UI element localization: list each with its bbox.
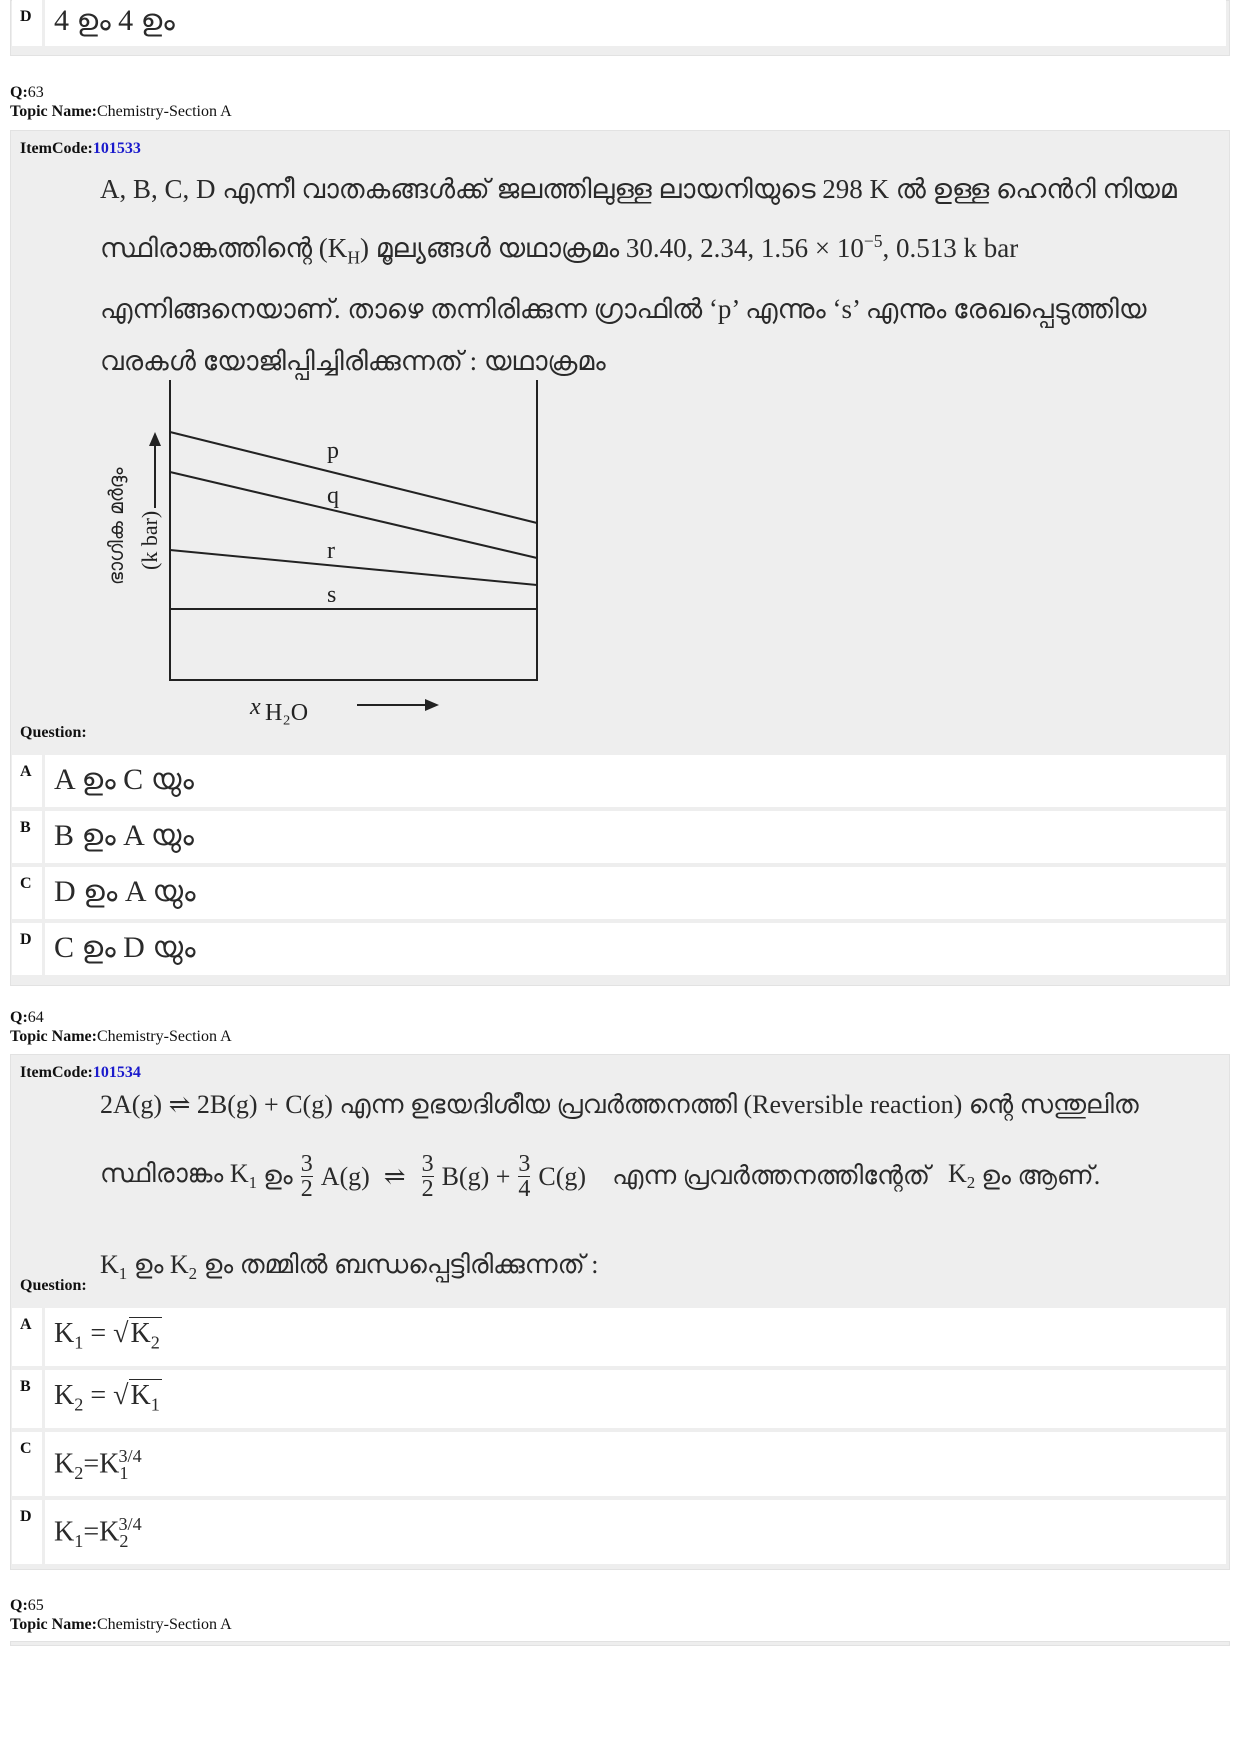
x-label-sub: H₂O [265,700,309,726]
stem-text: എന്ന ഉഭയദിശീയ പ്രവർത്തനത്തി (Reversible reaction) ന്റെ സന്തുലിത [339,1090,1139,1119]
option-a[interactable] [12,755,1226,807]
topic-label: Topic Name: [10,103,97,120]
q65-box-edge [10,1641,1230,1646]
option-text: A ഉം C യും [54,763,194,796]
graph-line-p [170,432,537,523]
equation: 2A(g) ⇌ 2B(g) + C(g) [100,1090,333,1119]
option-c[interactable] [12,1432,1226,1496]
topic-name: Chemistry-Section A [96,1028,232,1045]
option-b[interactable] [12,811,1226,863]
option-text: B ഉം A യും [54,819,194,852]
option-divider [42,867,45,919]
q63-itemcode [20,140,141,158]
option-letter: A [20,1316,32,1333]
stem-sub: H [347,247,360,268]
prev-option-d[interactable] [12,0,1226,46]
option-letter: D [20,1508,32,1525]
itemcode-value: 101533 [92,140,141,157]
stem-text: ഉം ആണ്. [981,1161,1101,1190]
q63-header [10,83,232,121]
option-text: 4 ഉം 4 ഉം [54,4,175,37]
option-divider [42,1432,45,1496]
option-divider [42,1308,45,1366]
topic-label: Topic Name: [10,1616,97,1633]
stem-text: , 0.513 k bar [882,233,1019,263]
itemcode-label: ItemCode: [20,1064,93,1081]
option-b[interactable] [12,1370,1226,1428]
option-a[interactable] [12,1308,1226,1366]
option-divider [42,0,45,46]
stem-line [100,215,1210,283]
stem-line: A, B, C, D എന്നീ വാതകങ്ങൾക്ക് ജലത്തിലുള്ള ലായനിയുടെ 298 K ൽ ഉള്ള ഹെൻറി നിയമ [100,174,1177,204]
option-text: C ഉം D യും [54,931,196,964]
option-divider [42,811,45,863]
q64-itemcode [20,1064,141,1082]
x-arrow-head [425,699,439,711]
x-label: x [250,694,261,720]
stem-line: എന്നിങ്ങനെയാണ്. താഴെ തന്നിരിക്കുന്ന ഗ്രാഫിൽ ‘p’ എന്നും ‘s’ എന്നും രേഖപ്പെടുത്തിയ [100,294,1147,325]
stem-text: എന്ന പ്രവർത്തനത്തിന്റേത് [612,1161,931,1190]
option-letter: D [20,8,32,25]
stem-sup: −5 [863,231,883,251]
line-label-q: q [327,483,339,509]
line-label-s: s [327,582,337,608]
option-divider [42,1500,45,1564]
line-label-r: r [327,538,335,564]
q-number: 65 [27,1597,44,1614]
option-d[interactable] [12,1500,1226,1564]
y-arrow-head [149,432,161,446]
q63-stem [100,163,1210,387]
option-letter: B [20,1378,31,1395]
question-text: ഉം തമ്മിൽ ബന്ധപ്പെട്ടിരിക്കുന്നത് : [203,1250,599,1279]
q64-stem-line1 [100,1090,1210,1121]
stem-text: സ്ഥിരാങ്കത്തിന്റെ (K [100,233,348,263]
option-letter: C [20,875,32,892]
graph-frame [170,380,537,680]
henry-law-graph [95,380,555,745]
itemcode-label: ItemCode: [20,140,93,157]
q64-question-text: $K_1$ ഉം $K_2$ ഉം തമ്മിൽ ബന്ധപ്പെട്ടിരിക്കുന്നത് : [100,1250,599,1284]
fraction: 3 2 [421,1151,434,1202]
y-unit: (k bar) [137,510,162,570]
option-divider [42,923,45,975]
topic-name: Chemistry-Section A [96,1616,232,1633]
q64-header [10,1008,232,1046]
fraction: $\frac{3}{4}$ [518,1151,531,1202]
option-c[interactable] [12,867,1226,919]
topic-name: Chemistry-Section A [96,103,232,120]
option-text: D ഉം A യും [54,875,196,908]
q-label: Q: [10,1597,28,1614]
option-text: $K_2=K_1^{3/4}$ [54,1446,142,1483]
q64-stem-line2: സ്ഥിരാങ്കം $K_1$ ഉം 3 2 A(g) ⇌ 3 2 B(g) + $\frac{3}{4}$ C(g) എന്ന പ്രവർത്തനത്തിന്റേത് $K_2$ ഉം ആണ്. [100,1151,1101,1202]
option-letter: C [20,1440,32,1457]
stem-text: സ്ഥിരാങ്കം K [100,1159,249,1189]
question-label: Question: [20,1277,87,1294]
option-text: $K_1 = √K_2$ [54,1318,160,1353]
option-d[interactable] [12,923,1226,975]
graph-line-r [170,550,537,585]
stem-text: ഉം [263,1161,293,1190]
topic-label: Topic Name: [10,1028,97,1045]
line-label-p: p [327,438,339,464]
option-letter: A [20,763,32,780]
option-text: $K_2 = √K_1$ [54,1380,160,1415]
itemcode-value: 101534 [92,1064,141,1081]
option-text: $K_1=K_2^{3/4}$ [54,1514,142,1551]
option-letter: D [20,931,32,948]
q-label: Q: [10,1009,28,1026]
option-divider [42,1370,45,1428]
question-label: Question: [20,724,87,741]
graph-line-q [170,472,537,558]
fraction: 3 2 [300,1151,313,1202]
option-divider [42,755,45,807]
option-letter: B [20,819,31,836]
q-label: Q: [10,84,28,101]
q-number: 64 [27,1009,44,1026]
stem-text: ) മൂല്യങ്ങൾ യഥാക്രമം 30.40, 2.34, 1.56 × 10 [359,233,864,263]
y-label: ഭാഗിക മർദ്ദം [104,467,128,585]
question-text: ഉം K [133,1250,189,1279]
q65-header [10,1596,232,1634]
stem-line: വരകൾ യോജിപ്പിച്ചിരിക്കുന്നത് : യഥാക്രമം [100,346,606,377]
q-number: 63 [27,84,44,101]
